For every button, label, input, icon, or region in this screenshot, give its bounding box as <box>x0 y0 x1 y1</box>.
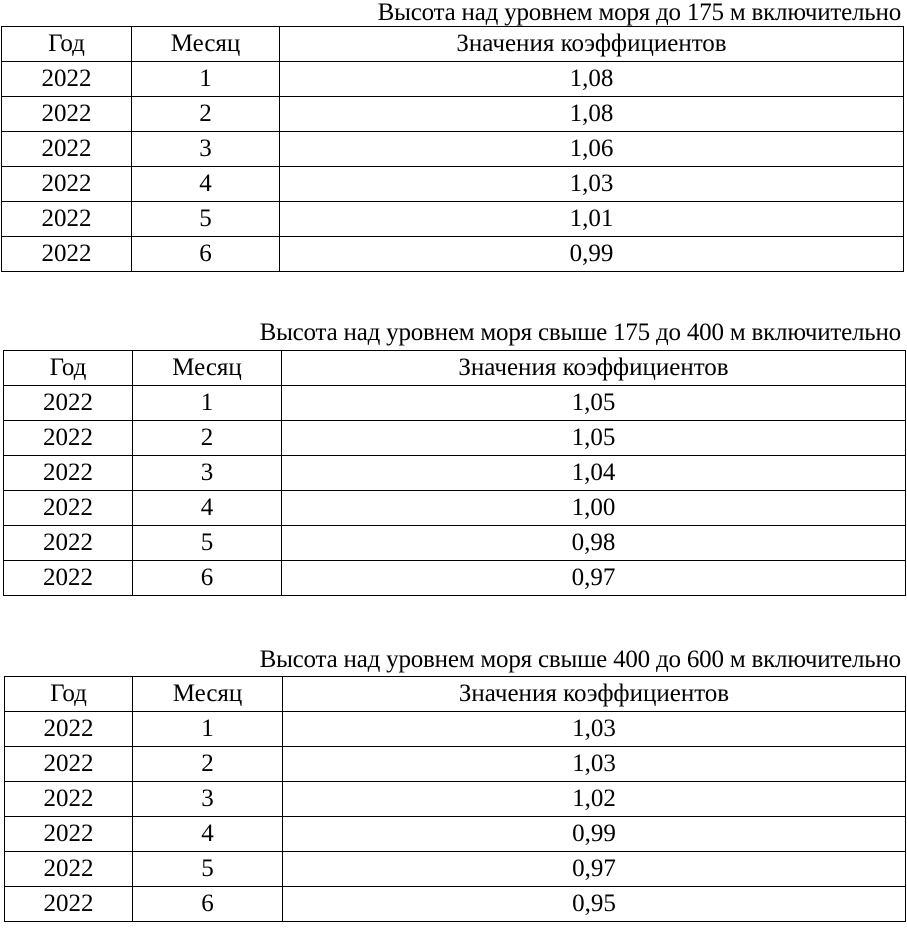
table-header-row <box>2 27 904 62</box>
header-coefficient: Значения коэффициентов <box>282 351 906 386</box>
table-row <box>2 167 904 202</box>
header-month: Месяц <box>132 27 280 62</box>
table-row <box>4 421 906 456</box>
cell-month: 6 <box>132 237 280 272</box>
cell-year: 2022 <box>2 167 132 202</box>
cell-coefficient: 1,04 <box>282 456 906 491</box>
table-row <box>2 202 904 237</box>
cell-coefficient: 1,08 <box>280 62 904 97</box>
cell-year: 2022 <box>5 887 133 922</box>
cell-year: 2022 <box>2 237 132 272</box>
cell-month: 6 <box>133 887 283 922</box>
cell-coefficient: 1,06 <box>280 132 904 167</box>
table-row <box>4 386 906 421</box>
cell-year: 2022 <box>5 852 133 887</box>
table-row <box>5 747 906 782</box>
header-coefficient: Значения коэффициентов <box>283 677 906 712</box>
coefficients-table <box>3 350 906 596</box>
cell-year: 2022 <box>2 132 132 167</box>
table-row <box>5 782 906 817</box>
cell-month: 2 <box>133 747 283 782</box>
header-year: Год <box>2 27 132 62</box>
table-row <box>5 852 906 887</box>
header-year: Год <box>5 677 133 712</box>
cell-year: 2022 <box>4 421 133 456</box>
header-year: Год <box>4 351 133 386</box>
cell-month: 5 <box>133 526 282 561</box>
cell-coefficient: 0,99 <box>280 237 904 272</box>
cell-coefficient: 0,99 <box>283 817 906 852</box>
cell-coefficient: 0,95 <box>283 887 906 922</box>
cell-year: 2022 <box>4 561 133 596</box>
cell-year: 2022 <box>4 526 133 561</box>
coefficients-table <box>1 26 904 272</box>
cell-year: 2022 <box>2 97 132 132</box>
table-row <box>4 526 906 561</box>
cell-year: 2022 <box>4 491 133 526</box>
table-caption: Высота над уровнем моря свыше 400 до 600 м включительно <box>259 646 901 673</box>
cell-coefficient: 1,02 <box>283 782 906 817</box>
cell-year: 2022 <box>4 456 133 491</box>
table-caption: Высота над уровнем моря до 175 м включительно <box>377 0 901 26</box>
cell-month: 2 <box>133 421 282 456</box>
cell-month: 4 <box>133 817 283 852</box>
cell-month: 5 <box>133 852 283 887</box>
table-header-row <box>4 351 906 386</box>
cell-coefficient: 1,05 <box>282 386 906 421</box>
cell-month: 4 <box>133 491 282 526</box>
table-row <box>2 62 904 97</box>
cell-month: 1 <box>132 62 280 97</box>
cell-coefficient: 1,01 <box>280 202 904 237</box>
header-month: Месяц <box>133 677 283 712</box>
cell-year: 2022 <box>5 712 133 747</box>
cell-year: 2022 <box>5 782 133 817</box>
table-header-row <box>5 677 906 712</box>
table-caption: Высота над уровнем моря свыше 175 до 400 м включительно <box>259 319 901 346</box>
cell-month: 5 <box>132 202 280 237</box>
cell-coefficient: 1,03 <box>283 747 906 782</box>
cell-month: 2 <box>132 97 280 132</box>
cell-month: 4 <box>132 167 280 202</box>
table-row <box>4 456 906 491</box>
cell-month: 3 <box>133 782 283 817</box>
table-row <box>5 817 906 852</box>
cell-coefficient: 0,98 <box>282 526 906 561</box>
cell-year: 2022 <box>5 817 133 852</box>
cell-year: 2022 <box>2 202 132 237</box>
cell-month: 3 <box>132 132 280 167</box>
table-row <box>4 561 906 596</box>
table-row <box>2 132 904 167</box>
cell-coefficient: 1,00 <box>282 491 906 526</box>
cell-coefficient: 1,05 <box>282 421 906 456</box>
coefficients-table <box>4 676 906 922</box>
cell-month: 1 <box>133 712 283 747</box>
table-row <box>5 712 906 747</box>
cell-year: 2022 <box>4 386 133 421</box>
table-row <box>5 887 906 922</box>
cell-coefficient: 1,03 <box>283 712 906 747</box>
cell-month: 3 <box>133 456 282 491</box>
cell-month: 1 <box>133 386 282 421</box>
header-month: Месяц <box>133 351 282 386</box>
table-row <box>2 237 904 272</box>
cell-coefficient: 1,03 <box>280 167 904 202</box>
cell-coefficient: 0,97 <box>282 561 906 596</box>
table-row <box>4 491 906 526</box>
cell-coefficient: 0,97 <box>283 852 906 887</box>
table-row <box>2 97 904 132</box>
cell-year: 2022 <box>2 62 132 97</box>
cell-month: 6 <box>133 561 282 596</box>
cell-coefficient: 1,08 <box>280 97 904 132</box>
header-coefficient: Значения коэффициентов <box>280 27 904 62</box>
cell-year: 2022 <box>5 747 133 782</box>
